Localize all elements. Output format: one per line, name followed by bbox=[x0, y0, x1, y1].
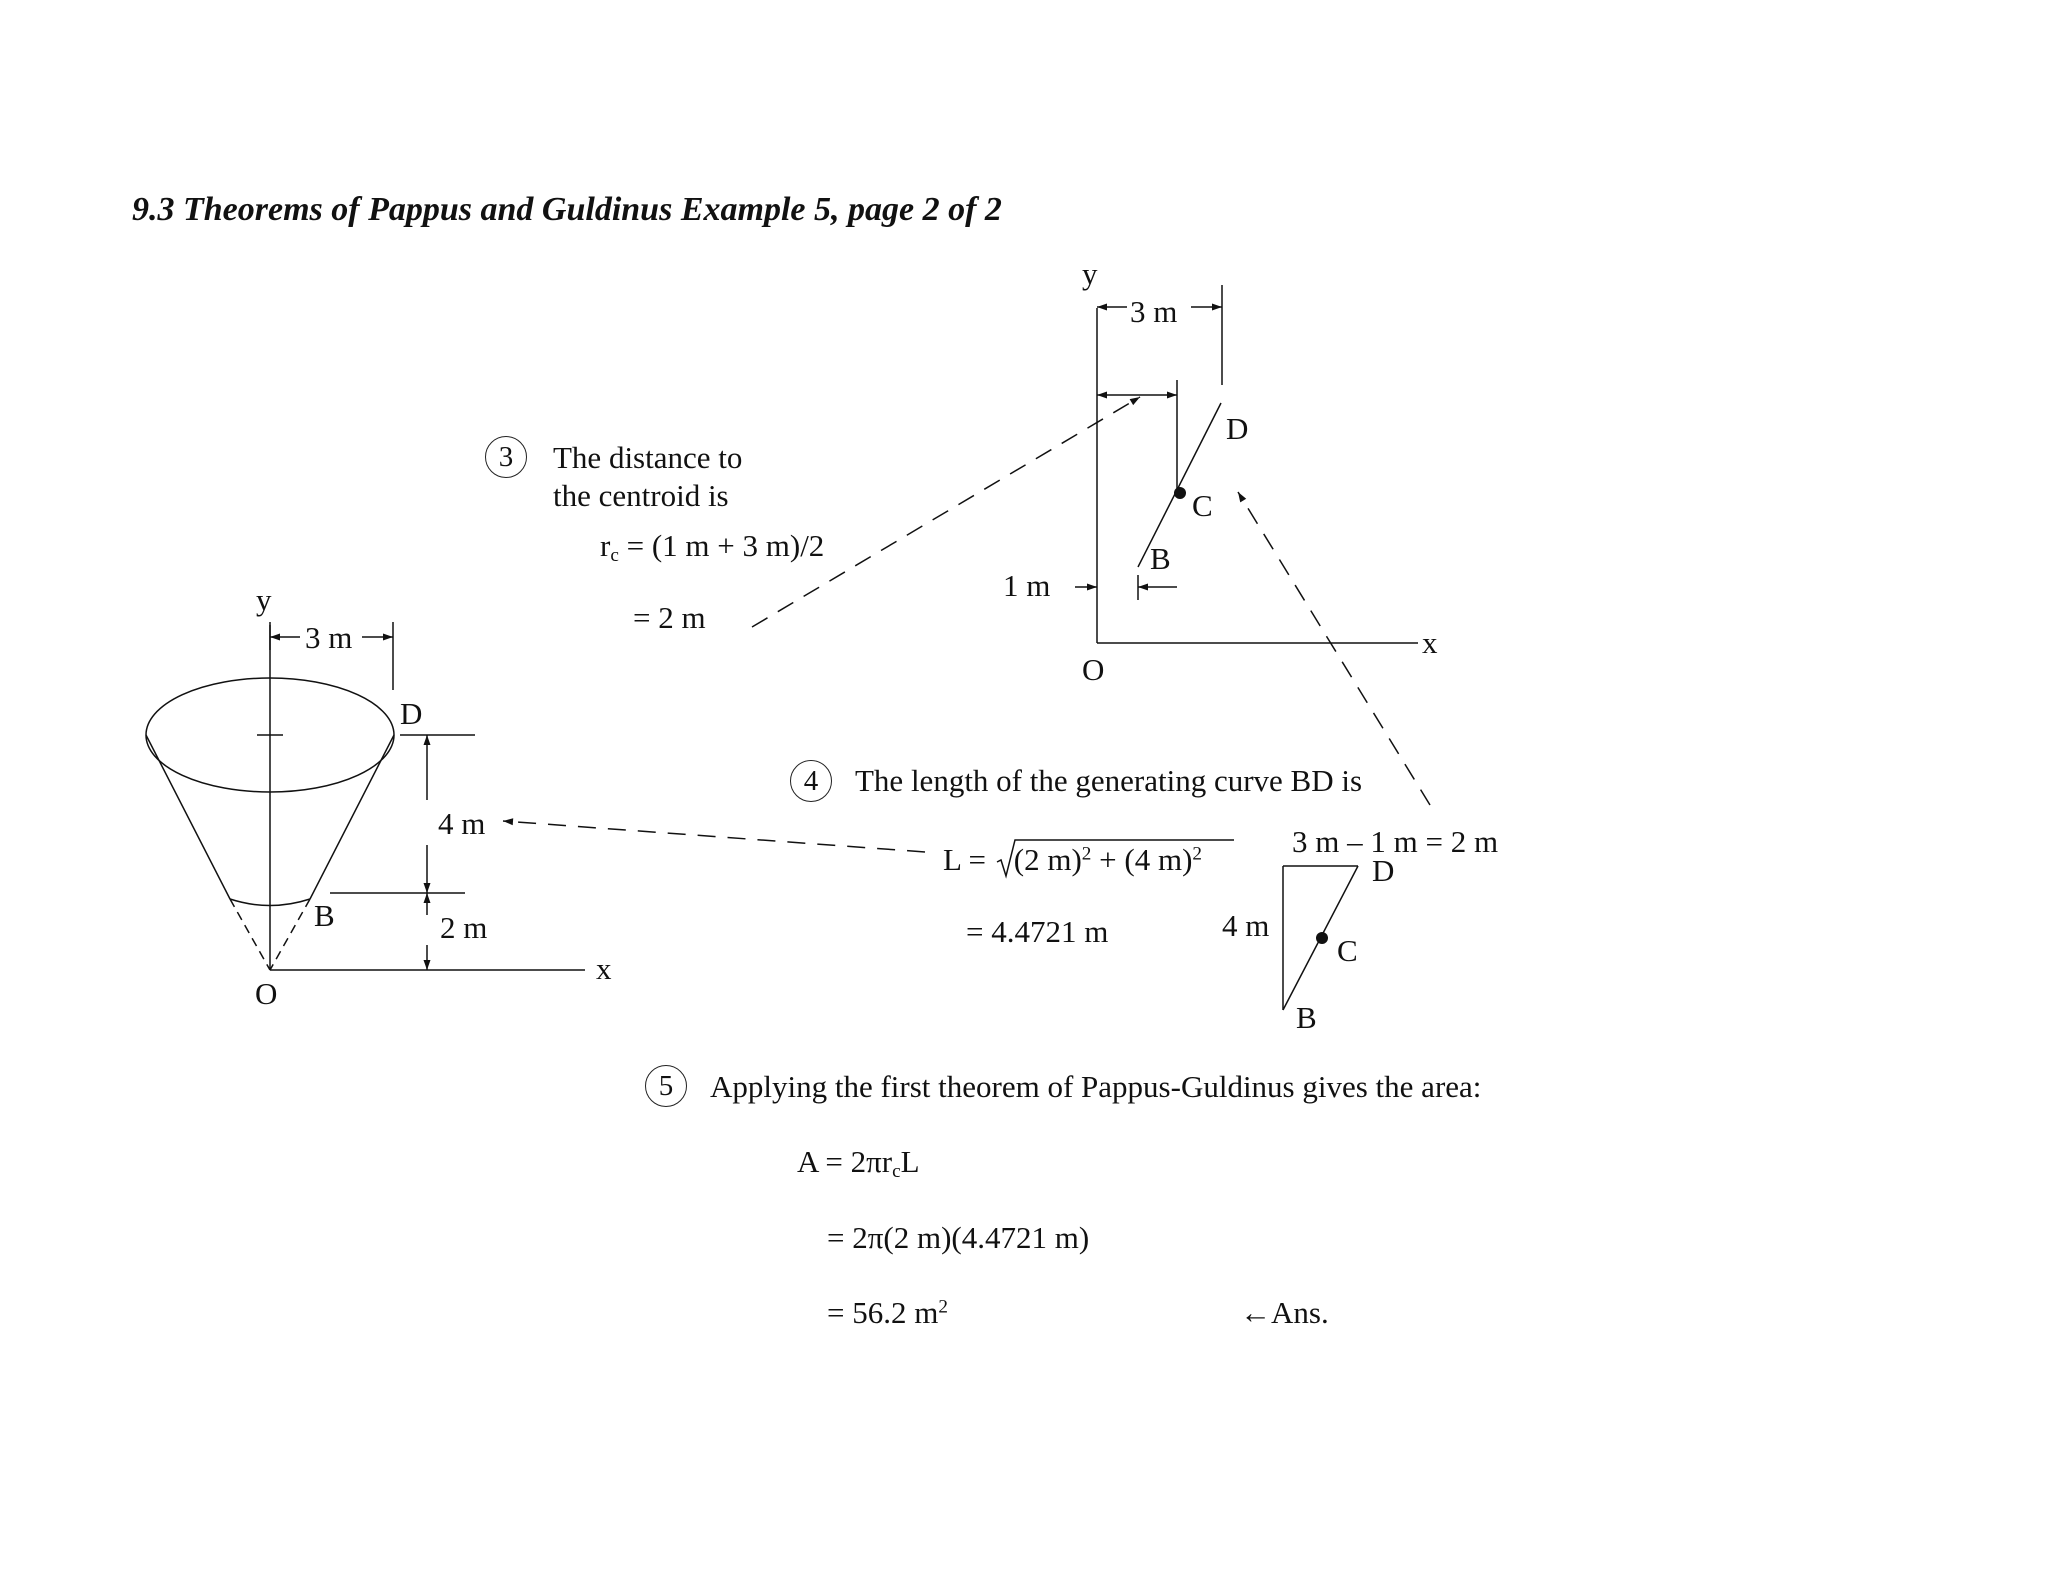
cone-right-side bbox=[310, 735, 394, 899]
triangle-centroid-dot bbox=[1316, 932, 1328, 944]
page-title: 9.3 Theorems of Pappus and Guldinus Example 5, page 2 of 2 bbox=[132, 191, 1002, 228]
cone-origin-label: O bbox=[255, 976, 278, 1011]
curve-x-label: x bbox=[1422, 625, 1438, 660]
step4-text: The length of the generating curve BD is bbox=[855, 763, 1363, 798]
step5-equation-result: = 56.2 $m^2$ bbox=[827, 1295, 948, 1330]
curve-d-label: D bbox=[1226, 411, 1249, 446]
cone-d-label: D bbox=[400, 696, 423, 731]
curve-b-label: B bbox=[1150, 541, 1171, 576]
cone-figure bbox=[146, 622, 585, 970]
triangle-height-label: 4 m bbox=[1222, 908, 1270, 943]
curve-c-label: C bbox=[1192, 488, 1213, 523]
leader-triangle bbox=[1238, 492, 1430, 805]
cone-dim-4m-label: 4 m bbox=[438, 806, 486, 841]
step4-equation-length: L = (2 m)$^2$ + (4 m)$^2$ bbox=[943, 840, 1202, 880]
cone-y-label: y bbox=[256, 582, 272, 617]
step4-number-badge: 4 bbox=[790, 760, 832, 802]
cone-x-label: x bbox=[596, 951, 612, 986]
leader-length bbox=[503, 821, 925, 852]
curve-dim-top-label: 3 m bbox=[1130, 294, 1178, 329]
triangle-c-label: C bbox=[1337, 933, 1358, 968]
triangle-b-label: B bbox=[1296, 1000, 1317, 1035]
step5-number-badge: 5 bbox=[645, 1065, 687, 1107]
curve-dim-1m-label: 1 m bbox=[1003, 568, 1051, 603]
step3-equation-result: = 2 m bbox=[633, 600, 706, 635]
step3-text-line2: the centroid is bbox=[553, 478, 729, 513]
step3-equation-rc: $r_c = (1$ m + 3 m)/2 bbox=[600, 528, 825, 566]
step3-text-line1: The distance to bbox=[553, 440, 743, 475]
curve-origin-label: O bbox=[1082, 652, 1105, 687]
leader-rc bbox=[752, 397, 1140, 627]
step3-number-badge: 3 bbox=[485, 436, 527, 478]
step5-equation-substituted: = 2π(2 m)(4.4721 m) bbox=[827, 1220, 1090, 1255]
sqrt-sign-icon bbox=[996, 840, 1016, 880]
cone-left-side bbox=[146, 735, 230, 899]
step5-equation-area: $A = 2\pi r_cL$ bbox=[797, 1144, 920, 1182]
step5-text: Applying the first theorem of Pappus-Guldinus gives the area: bbox=[710, 1069, 1482, 1104]
cone-dim-2m-label: 2 m bbox=[440, 910, 488, 945]
triangle-width-label: 3 m – 1 m = 2 m bbox=[1292, 824, 1499, 859]
curve-centroid-dot bbox=[1174, 487, 1186, 499]
curve-figure bbox=[1075, 285, 1418, 643]
cone-b-label: B bbox=[314, 898, 335, 933]
step4-equation-result: = 4.4721 m bbox=[966, 914, 1109, 949]
cone-dim-top-label: 3 m bbox=[305, 620, 353, 655]
cone-dashed-left bbox=[230, 899, 270, 970]
answer-marker: ←Ans. bbox=[1240, 1295, 1329, 1330]
cone-dashed-right bbox=[270, 899, 310, 970]
triangle-d-label: D bbox=[1372, 853, 1395, 888]
curve-y-label: y bbox=[1082, 256, 1098, 291]
